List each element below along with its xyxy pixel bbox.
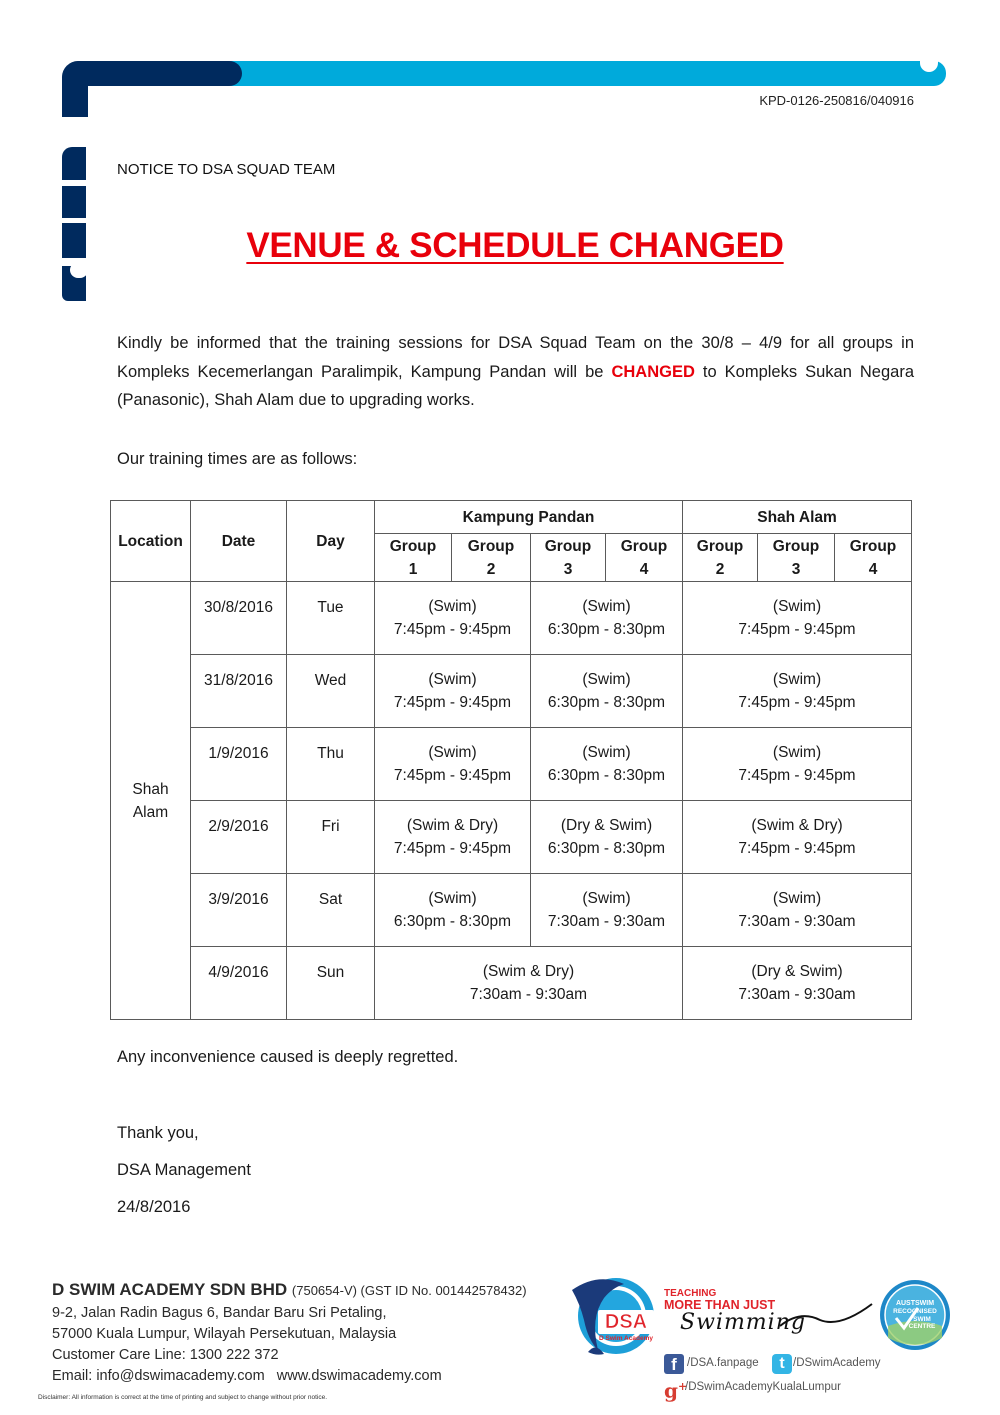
reference-code: KPD-0126-250816/040916 — [759, 93, 914, 108]
session-time: 6:30pm - 8:30pm — [393, 913, 512, 930]
tagline-script: Swimming — [680, 1310, 806, 1335]
date-cell-text: 2/9/2016 — [208, 817, 269, 835]
group-number: 4 — [639, 560, 649, 578]
company-registration: (750654-V) (GST ID No. 001442578432) — [291, 1283, 527, 1298]
table-row — [111, 655, 912, 728]
session-type: (Swim) — [772, 671, 822, 688]
date-cell — [191, 582, 287, 655]
group-number: 3 — [791, 560, 801, 578]
kp-group-1-2-cell — [375, 801, 531, 874]
dolphin-logo-icon — [568, 1270, 658, 1362]
header-banner-dark — [62, 61, 242, 86]
group-label: Group — [389, 537, 437, 555]
session-type: (Dry & Swim) — [560, 817, 653, 834]
date-cell — [191, 874, 287, 947]
date-cell-text: 30/8/2016 — [204, 598, 273, 616]
script-swoosh-icon — [780, 1300, 875, 1330]
header-kp-group-3 — [531, 534, 606, 582]
website-link[interactable]: www.dswimacademy.com — [276, 1368, 442, 1384]
session-time: 6:30pm - 8:30pm — [547, 621, 666, 638]
signoff: DSA Management — [117, 1161, 251, 1179]
header-sa-group-4 — [835, 534, 912, 582]
day-cell-text: Sat — [318, 890, 343, 908]
table-row — [111, 874, 912, 947]
group-number: 4 — [868, 560, 878, 578]
sa-groups-cell — [683, 582, 912, 655]
header-banner-light — [230, 61, 946, 86]
sa-groups-cell — [683, 947, 912, 1020]
session-time: 7:30am - 9:30am — [547, 913, 666, 930]
header-sa-group-3 — [758, 534, 835, 582]
company-name — [52, 1280, 527, 1300]
session-type: (Swim) — [582, 744, 631, 761]
google-plus-handle[interactable]: /DSwimAcademyKualaLumpur — [685, 1381, 841, 1393]
day-cell — [287, 582, 375, 655]
austswim-badge-icon — [878, 1278, 952, 1352]
date-cell — [191, 655, 287, 728]
page-title: VENUE & SCHEDULE CHANGED — [246, 226, 784, 265]
session-type: (Swim) — [772, 890, 822, 907]
notice-date: 24/8/2016 — [117, 1198, 191, 1216]
group-number: 2 — [486, 560, 496, 578]
day-cell — [287, 655, 375, 728]
group-label: Group — [620, 537, 668, 555]
session-time: 7:30am - 9:30am — [738, 913, 856, 930]
sa-groups-cell — [683, 801, 912, 874]
header-kp-group-4 — [606, 534, 683, 582]
session-time: 7:45pm - 9:45pm — [393, 621, 512, 638]
sa-groups-cell — [683, 655, 912, 728]
header-kp-group-1 — [375, 534, 452, 582]
date-cell — [191, 728, 287, 801]
session-time: 7:45pm - 9:45pm — [738, 767, 856, 784]
session-time: 7:45pm - 9:45pm — [738, 840, 856, 857]
disclaimer: Disclaimer: All information is correct at the time of printing and subject to change without prior notice. — [38, 1394, 328, 1401]
kp-all-groups-cell — [375, 947, 683, 1020]
session-time: 7:45pm - 9:45pm — [393, 840, 512, 857]
location-line: Alam — [132, 803, 169, 821]
day-cell-text: Wed — [314, 671, 347, 689]
thanks-text: Thank you, — [117, 1124, 199, 1142]
session-type: (Swim) — [582, 598, 631, 615]
customer-care-line: Customer Care Line: 1300 222 372 — [52, 1347, 279, 1363]
tagline-big: MORE THAN JUST — [664, 1298, 776, 1312]
group-label: Group — [772, 537, 820, 555]
kp-group-3-4-cell — [531, 582, 683, 655]
header-shah-alam: Shah Alam — [683, 501, 912, 534]
session-time: 6:30pm - 8:30pm — [547, 767, 666, 784]
facebook-handle[interactable]: /DSA.fanpage — [687, 1357, 759, 1369]
table-row — [111, 947, 912, 1020]
email-link[interactable]: Email: info@dswimacademy.com — [52, 1368, 265, 1384]
google-plus-icon[interactable]: g+ — [664, 1378, 688, 1403]
session-time: 7:45pm - 9:45pm — [393, 694, 512, 711]
schedule-intro: Our training times are as follows: — [117, 450, 358, 468]
day-cell — [287, 947, 375, 1020]
kp-group-3-4-cell — [531, 874, 683, 947]
header-kampung-pandan: Kampung Pandan — [375, 501, 683, 534]
group-label: Group — [544, 537, 592, 555]
group-label: Group — [696, 537, 744, 555]
twitter-handle[interactable]: /DSwimAcademy — [793, 1357, 881, 1369]
day-cell — [287, 801, 375, 874]
session-type: (Swim & Dry) — [482, 963, 575, 980]
date-cell — [191, 801, 287, 874]
day-cell-text: Sun — [316, 963, 345, 981]
date-cell — [191, 947, 287, 1020]
contact-line — [52, 1368, 442, 1384]
svg-text:SWIM: SWIM — [913, 1316, 931, 1323]
address-line-2: 57000 Kuala Lumpur, Wilayah Persekutuan, Malaysia — [52, 1326, 397, 1342]
header-day: Day — [287, 501, 375, 582]
date-cell-text: 3/9/2016 — [208, 890, 269, 908]
session-type: (Swim) — [428, 890, 477, 907]
day-cell-text: Tue — [317, 598, 344, 616]
svg-text:CENTRE: CENTRE — [908, 1323, 936, 1330]
session-time: 7:45pm - 9:45pm — [738, 694, 856, 711]
sa-groups-cell — [683, 728, 912, 801]
table-row — [111, 582, 912, 655]
logo-subtext: D Swim Academy — [599, 1335, 653, 1342]
dsa-logo — [568, 1270, 658, 1362]
session-type: (Swim) — [428, 671, 477, 688]
session-type: (Dry & Swim) — [751, 963, 843, 980]
date-cell-text: 1/9/2016 — [208, 744, 269, 762]
session-type: (Swim) — [428, 598, 477, 615]
session-time: 7:30am - 9:30am — [469, 986, 588, 1003]
location-line: Shah — [132, 780, 169, 798]
session-time: 6:30pm - 8:30pm — [547, 840, 666, 857]
logo-text: DSA — [604, 1311, 648, 1333]
session-type: (Swim & Dry) — [751, 817, 843, 834]
day-cell — [287, 728, 375, 801]
changed-highlight: CHANGED — [611, 362, 695, 381]
twitter-icon[interactable]: t — [772, 1354, 792, 1374]
announcement-paragraph — [117, 329, 914, 415]
header-location: Location — [111, 501, 191, 582]
session-time: 6:30pm - 8:30pm — [547, 694, 666, 711]
session-type: (Swim) — [582, 890, 631, 907]
svg-text:AUSTSWIM: AUSTSWIM — [895, 1300, 935, 1307]
date-cell-text: 4/9/2016 — [208, 963, 269, 981]
group-number: 1 — [408, 560, 418, 578]
kp-group-1-2-cell — [375, 728, 531, 801]
table-row — [111, 801, 912, 874]
paragraph-text: Kindly be informed that the training sessions for DSA Squad Team on the 30/8 – 4/9 for all groups in Kompleks Kecemerlangan Paralimpik, Kampung Pandan will be — [117, 334, 914, 381]
group-number: 3 — [563, 560, 573, 578]
svg-text:RECOGNISED: RECOGNISED — [893, 1308, 937, 1315]
paragraph-text: to Kompleks Sukan Negara (Panasonic), Shah Alam due to upgrading works. — [117, 362, 915, 409]
header-sa-group-2 — [683, 534, 758, 582]
table-row — [111, 728, 912, 801]
company-name-text: D SWIM ACADEMY SDN BHD — [52, 1280, 288, 1299]
side-bar-segment — [62, 147, 86, 180]
group-label: Group — [467, 537, 515, 555]
sa-groups-cell — [683, 874, 912, 947]
session-time: 7:45pm - 9:45pm — [393, 767, 512, 784]
date-cell-text: 31/8/2016 — [204, 671, 273, 689]
group-label: Group — [849, 537, 897, 555]
header-banner-stem — [62, 61, 88, 117]
kp-group-3-4-cell — [531, 655, 683, 728]
session-type: (Swim & Dry) — [406, 817, 499, 834]
day-cell-text: Thu — [317, 744, 344, 762]
session-type: (Swim) — [582, 671, 631, 688]
session-time: 7:30am - 9:30am — [738, 986, 856, 1003]
schedule-table — [110, 500, 912, 1020]
kp-group-3-4-cell — [531, 801, 683, 874]
kp-group-1-2-cell — [375, 874, 531, 947]
closing-remark: Any inconvenience caused is deeply regretted. — [117, 1048, 459, 1066]
kp-group-3-4-cell — [531, 728, 683, 801]
tagline-small: TEACHING — [664, 1288, 717, 1299]
header-kp-group-2 — [452, 534, 531, 582]
austswim-badge — [878, 1278, 952, 1352]
header-date: Date — [191, 501, 287, 582]
day-cell-text: Fri — [321, 817, 340, 835]
session-time: 7:45pm - 9:45pm — [738, 621, 856, 638]
session-type: (Swim) — [772, 598, 822, 615]
kp-group-1-2-cell — [375, 582, 531, 655]
kp-group-1-2-cell — [375, 655, 531, 728]
side-bar-segment — [62, 186, 86, 218]
group-number: 2 — [715, 560, 725, 578]
day-cell — [287, 874, 375, 947]
session-type: (Swim) — [428, 744, 477, 761]
notice-recipient: NOTICE TO DSA SQUAD TEAM — [117, 161, 336, 178]
facebook-icon[interactable]: f — [664, 1354, 684, 1374]
session-type: (Swim) — [772, 744, 822, 761]
address-line-1: 9-2, Jalan Radin Bagus 6, Bandar Baru Sri Petaling, — [52, 1305, 387, 1321]
location-cell — [111, 582, 191, 1020]
